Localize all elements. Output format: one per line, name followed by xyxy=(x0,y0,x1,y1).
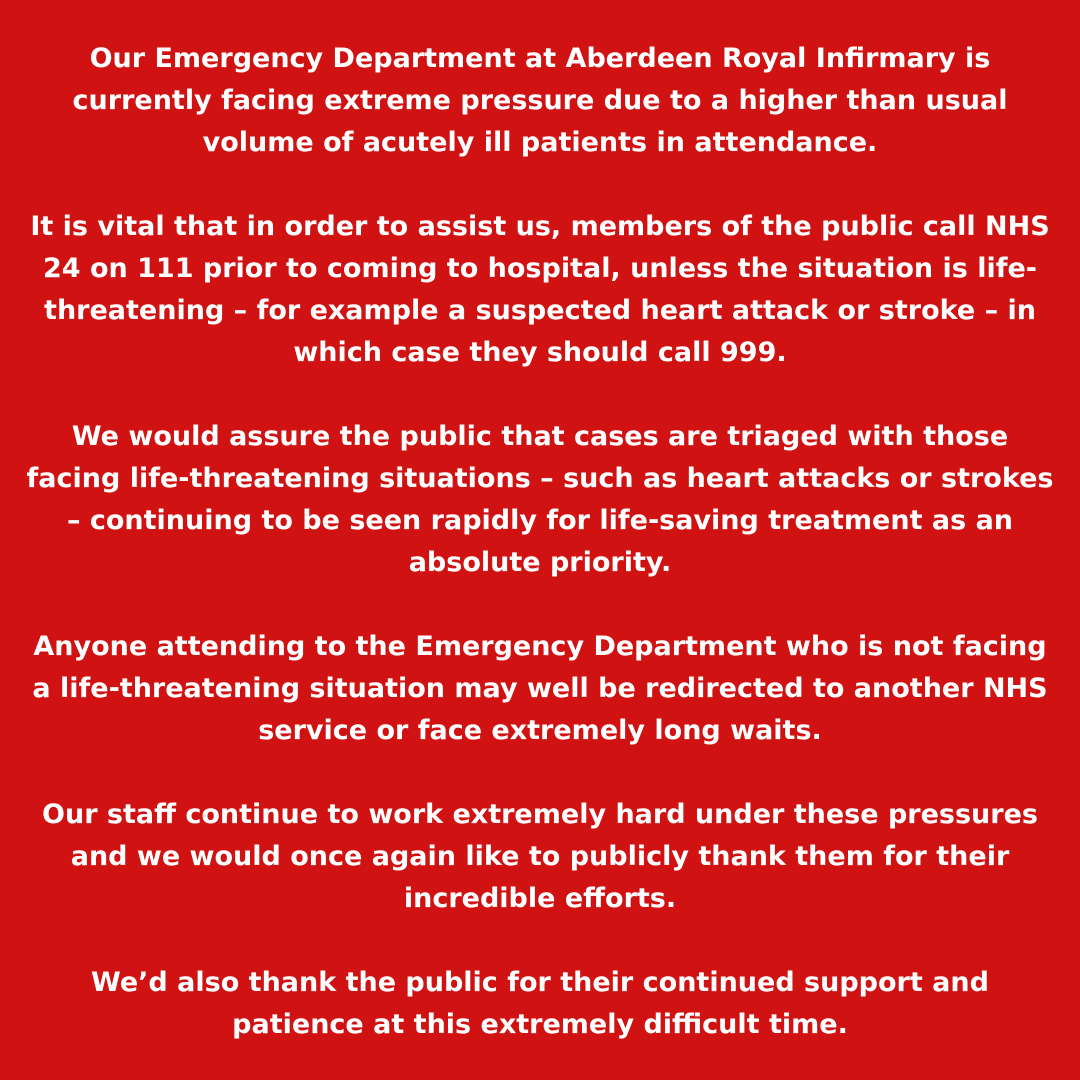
notice-line: Anyone attending to the Emergency Department who is not facing xyxy=(33,631,1047,662)
notice-line: 24 on 111 prior to coming to hospital, unless the situation is life- xyxy=(42,253,1038,284)
notice-line: absolute priority. xyxy=(408,547,672,578)
notice-line: We’d also thank the public for their continued support and xyxy=(91,967,989,998)
notice-paragraph-public-thanks xyxy=(26,962,1054,1046)
notice-line: and we would once again like to publicly thank them for their xyxy=(70,841,1010,872)
notice-line: which case they should call 999. xyxy=(293,337,787,368)
notice-line: currently facing extreme pressure due to a higher than usual xyxy=(72,85,1008,116)
notice-line: patience at this extremely difficult time. xyxy=(232,1009,848,1040)
notice-line: a life-threatening situation may well be redirected to another NHS xyxy=(32,673,1048,704)
notice-line: Our staff continue to work extremely hard under these pressures xyxy=(42,799,1038,830)
notice-paragraph-pressure xyxy=(26,38,1054,164)
notice-line: It is vital that in order to assist us, members of the public call NHS xyxy=(30,211,1050,242)
notice-line: incredible efforts. xyxy=(403,883,677,914)
notice-paragraph-triage xyxy=(26,416,1054,584)
notice-line: – continuing to be seen rapidly for life-saving treatment as an xyxy=(66,505,1014,536)
notice-line: threatening – for example a suspected heart attack or stroke – in xyxy=(44,295,1036,326)
notice-line: We would assure the public that cases are triaged with those xyxy=(71,421,1009,452)
notice-line: service or face extremely long waits. xyxy=(258,715,822,746)
notice-paragraph-call-nhs24 xyxy=(26,206,1054,374)
notice-line: facing life-threatening situations – such as heart attacks or strokes xyxy=(26,463,1054,494)
notice-line: Our Emergency Department at Aberdeen Royal Infirmary is xyxy=(89,43,991,74)
notice-paragraph-redirect xyxy=(26,626,1054,752)
notice-line: volume of acutely ill patients in attendance. xyxy=(202,127,878,158)
notice-paragraph-staff-thanks xyxy=(26,794,1054,920)
